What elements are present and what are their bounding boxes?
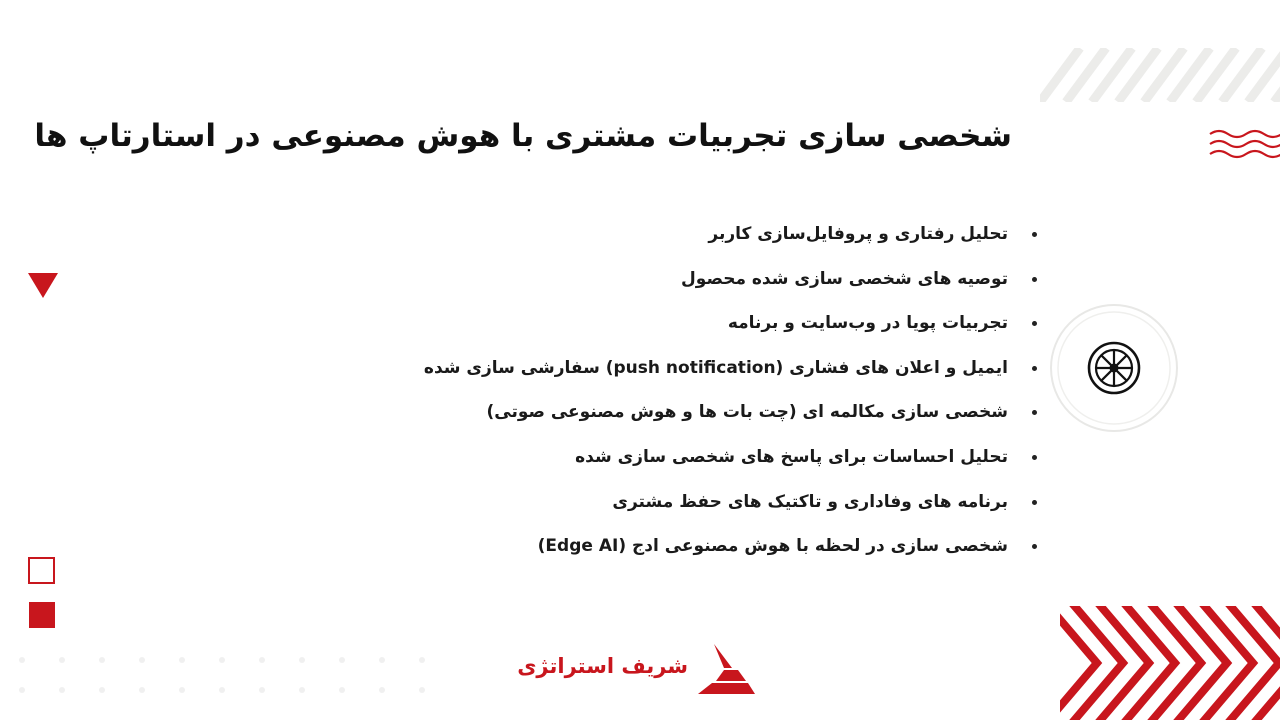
bullet-item <box>388 524 1008 569</box>
brand-logo <box>517 640 760 700</box>
gear-wheel-icon <box>1048 302 1180 434</box>
bullet-dot-icon <box>1032 500 1037 505</box>
bullet-text: تجربیات پویا در وب‌سایت و برنامه <box>727 313 1008 334</box>
mountain-logo-icon <box>694 644 756 696</box>
bullet-item <box>388 480 1008 525</box>
bullet-text: تحلیل احساسات برای پاسخ های شخصی سازی شده <box>575 446 1008 467</box>
bullet-dot-icon <box>1032 455 1037 460</box>
bullet-item <box>388 435 1008 480</box>
bullet-item <box>388 301 1008 346</box>
bullet-dot-icon <box>1032 544 1037 549</box>
dot-pattern-decoration <box>18 656 438 696</box>
diagonal-stripes-decoration <box>1040 48 1280 102</box>
brand-name: شریف استراتژی <box>517 654 688 678</box>
bullet-text: شخصی سازی مکالمه ای (چت بات ها و هوش مصنوعی صوتی) <box>486 402 1008 423</box>
bullet-item <box>388 390 1008 435</box>
bullet-text: تحلیل رفتاری و پروفایل‌سازی کاربر <box>708 224 1008 244</box>
bullet-text: شخصی سازی در لحظه با هوش مصنوعی ادج (Edge AI) <box>537 536 1008 557</box>
bullet-text: ایمیل و اعلان های فشاری (push notification) سفارشی سازی شده <box>423 357 1008 378</box>
bullet-dot-icon <box>1032 232 1037 237</box>
outlined-square-decoration <box>28 557 55 584</box>
bullet-dot-icon <box>1032 410 1037 415</box>
bullet-list <box>388 212 1008 569</box>
bullet-item <box>388 257 1008 302</box>
bullet-item <box>388 346 1008 391</box>
triangle-down-icon <box>27 272 59 300</box>
bullet-dot-icon <box>1032 366 1037 371</box>
wavy-lines-decoration <box>1208 128 1280 162</box>
bullet-dot-icon <box>1032 277 1037 282</box>
filled-square-decoration <box>29 602 55 628</box>
bullet-item <box>388 212 1008 257</box>
chevron-pattern-decoration <box>1060 606 1280 720</box>
slide-title: شخصی سازی تجربیات مشتری با هوش مصنوعی در استارتاپ ها <box>34 118 1012 154</box>
bullet-text: توصیه های شخصی سازی شده محصول <box>681 268 1008 289</box>
bullet-dot-icon <box>1032 321 1037 326</box>
bullet-text: برنامه های وفاداری و تاکتیک های حفظ مشتری <box>612 491 1008 512</box>
